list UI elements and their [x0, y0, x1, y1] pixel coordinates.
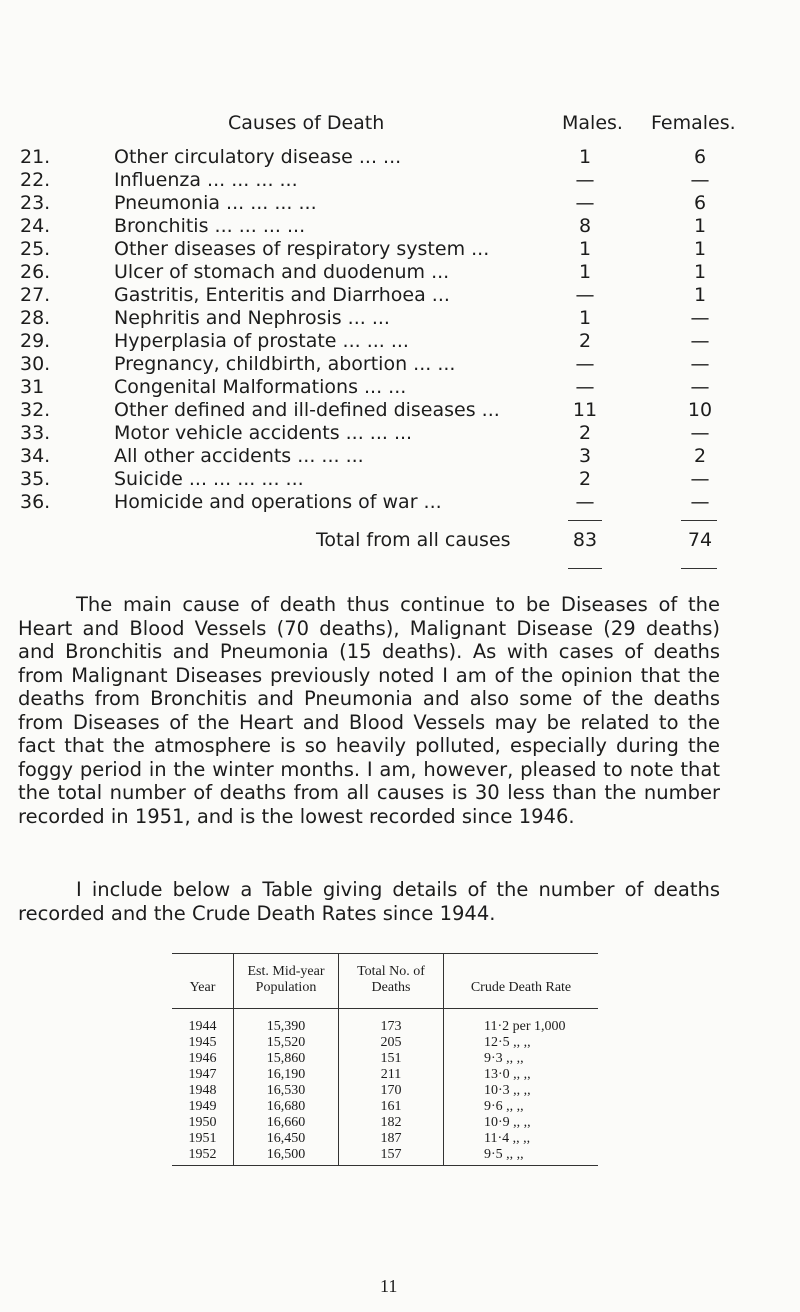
cause-label: Other defined and ill-defined diseases ...	[114, 399, 500, 421]
cause-males: —	[575, 192, 595, 214]
cell-population: 16,660	[234, 1115, 339, 1131]
cell-population: 15,520	[234, 1035, 339, 1051]
cause-row	[20, 284, 720, 307]
cell-year: 1946	[172, 1051, 234, 1067]
page-number: 11	[380, 1276, 398, 1296]
cause-row	[20, 376, 720, 399]
cause-females: —	[690, 422, 710, 444]
table-row	[172, 1051, 598, 1067]
cause-females: —	[690, 353, 710, 375]
body-paragraph-1: The main cause of death thus continue to be Diseases of the Heart and Blood Vessels (70 deaths), Malignant Disease (29 deaths) and Bronchitis and Pneumonia (15 deaths). As with cases of deaths from Malignant Diseases previously noted I am of the opinion that the deaths from Bronchitis and Pneumonia and also some of the deaths from Diseases of the Heart and Blood Vessels may be related to the fact that the atmosphere is so heavily polluted, especially during the foggy period in the winter months. I am, however, pleased to note that the total number of deaths from all causes is 30 less than the number recorded in 1951, and is the lowest recorded since 1946.	[18, 593, 720, 828]
cause-row	[20, 491, 720, 514]
table-row	[172, 1035, 598, 1051]
cause-number: 28.	[20, 307, 51, 329]
cause-label: Other circulatory disease ... ...	[114, 146, 402, 168]
cell-population: 16,500	[234, 1147, 339, 1166]
cell-deaths: 170	[339, 1083, 444, 1099]
cause-males: 2	[578, 468, 592, 490]
cause-row	[20, 307, 720, 330]
cause-number: 35.	[20, 468, 51, 490]
cause-row	[20, 192, 720, 215]
table-header-row	[172, 954, 598, 1009]
cause-males: 11	[572, 399, 598, 421]
cause-label: Hyperplasia of prostate ... ... ...	[114, 330, 409, 352]
cause-number: 31	[20, 376, 45, 398]
table-row	[172, 1099, 598, 1115]
cause-females: 2	[693, 445, 707, 467]
cell-deaths: 182	[339, 1115, 444, 1131]
cause-males: 2	[578, 330, 592, 352]
cell-rate: 11·2 per 1,000	[484, 1019, 566, 1034]
cause-label: Pregnancy, childbirth, abortion ... ...	[114, 353, 456, 375]
causes-list	[20, 146, 720, 514]
total-bottom-rule-males	[568, 568, 602, 569]
table-row	[172, 1131, 598, 1147]
cause-row	[20, 422, 720, 445]
cell-year: 1949	[172, 1099, 234, 1115]
table-row	[172, 1067, 598, 1083]
cause-number: 27.	[20, 284, 51, 306]
cause-number: 34.	[20, 445, 51, 467]
cause-males: 8	[578, 215, 592, 237]
cause-number: 21.	[20, 146, 51, 168]
cell-population: 16,450	[234, 1131, 339, 1147]
cause-label: Other diseases of respiratory system ...	[114, 238, 490, 260]
cell-deaths: 187	[339, 1131, 444, 1147]
cell-rate: 13·0 ,, ,,	[484, 1067, 531, 1082]
total-bottom-rule-females	[681, 568, 717, 569]
table-row	[172, 1009, 598, 1036]
table-row	[172, 1115, 598, 1131]
cause-females: —	[690, 307, 710, 329]
cause-label: All other accidents ... ... ...	[114, 445, 364, 467]
cause-number: 36.	[20, 491, 51, 513]
total-males: 83	[572, 529, 598, 551]
cell-rate: 9·5 ,, ,,	[484, 1147, 524, 1162]
cause-row	[20, 330, 720, 353]
cause-number: 33.	[20, 422, 51, 444]
body-paragraph-2: I include below a Table giving details of the number of deaths recorded and the Crude Death Rates since 1944.	[18, 878, 720, 925]
cell-deaths: 173	[339, 1009, 444, 1036]
cause-row	[20, 353, 720, 376]
total-top-rule-females	[681, 520, 717, 521]
cause-females: —	[690, 491, 710, 513]
cause-label: Nephritis and Nephrosis ... ...	[114, 307, 390, 329]
cell-population: 16,190	[234, 1067, 339, 1083]
cause-females: 1	[693, 238, 707, 260]
cause-females: —	[690, 376, 710, 398]
cell-rate: 9·3 ,, ,,	[484, 1051, 524, 1066]
cause-females: —	[690, 468, 710, 490]
cause-males: —	[575, 284, 595, 306]
causes-header: Causes of Death	[228, 112, 385, 134]
cell-year: 1950	[172, 1115, 234, 1131]
cause-label: Motor vehicle accidents ... ... ...	[114, 422, 413, 444]
cause-label: Suicide ... ... ... ... ...	[114, 468, 304, 490]
cell-rate: 10·9 ,, ,,	[484, 1115, 531, 1130]
death-rates-table	[172, 953, 598, 1166]
cell-year: 1948	[172, 1083, 234, 1099]
cause-females: —	[690, 169, 710, 191]
cause-females: 1	[693, 215, 707, 237]
total-females: 74	[687, 529, 713, 551]
cause-males: 1	[578, 307, 592, 329]
cell-rate: 10·3 ,, ,,	[484, 1083, 531, 1098]
cause-row	[20, 399, 720, 422]
cause-females: 6	[693, 146, 707, 168]
cause-males: 1	[578, 146, 592, 168]
cell-year: 1952	[172, 1147, 234, 1166]
cell-population: 15,390	[234, 1009, 339, 1036]
cause-row	[20, 146, 720, 169]
females-header: Females.	[651, 112, 736, 134]
cause-label: Bronchitis ... ... ... ...	[114, 215, 306, 237]
cause-females: 6	[693, 192, 707, 214]
cell-year: 1944	[172, 1009, 234, 1036]
total-label: Total from all causes	[316, 529, 511, 551]
cell-year: 1947	[172, 1067, 234, 1083]
cell-deaths: 157	[339, 1147, 444, 1166]
cause-row	[20, 445, 720, 468]
cause-number: 24.	[20, 215, 51, 237]
males-header: Males.	[562, 112, 623, 134]
cell-deaths: 211	[339, 1067, 444, 1083]
cause-number: 26.	[20, 261, 51, 283]
cell-rate: 12·5 ,, ,,	[484, 1035, 531, 1050]
cell-year: 1951	[172, 1131, 234, 1147]
cause-males: 2	[578, 422, 592, 444]
cell-deaths: 205	[339, 1035, 444, 1051]
cause-row	[20, 261, 720, 284]
cause-females: 1	[693, 261, 707, 283]
cause-number: 23.	[20, 192, 51, 214]
cause-label: Gastritis, Enteritis and Diarrhoea ...	[114, 284, 450, 306]
cause-males: —	[575, 169, 595, 191]
cause-number: 22.	[20, 169, 51, 191]
cause-females: 10	[687, 399, 713, 421]
cause-row	[20, 169, 720, 192]
cause-males: —	[575, 353, 595, 375]
cause-label: Homicide and operations of war ...	[114, 491, 442, 513]
cell-rate: 11·4 ,, ,,	[484, 1131, 531, 1146]
cause-row	[20, 468, 720, 491]
cause-number: 29.	[20, 330, 51, 352]
cell-deaths: 161	[339, 1099, 444, 1115]
cause-label: Ulcer of stomach and duodenum ...	[114, 261, 450, 283]
cause-females: —	[690, 330, 710, 352]
cell-year: 1945	[172, 1035, 234, 1051]
total-top-rule-males	[568, 520, 602, 521]
cause-number: 30.	[20, 353, 51, 375]
cause-row	[20, 238, 720, 261]
table-row	[172, 1083, 598, 1099]
cause-males: —	[575, 376, 595, 398]
cause-label: Congenital Malformations ... ...	[114, 376, 407, 398]
cause-number: 32.	[20, 399, 51, 421]
col-header-deaths: Total No. of Deaths	[339, 954, 444, 1009]
col-header-year: Year	[172, 954, 234, 1009]
cause-males: 3	[578, 445, 592, 467]
cause-males: 1	[578, 238, 592, 260]
col-header-population: Est. Mid-year Population	[234, 954, 339, 1009]
cell-population: 16,530	[234, 1083, 339, 1099]
col-header-rate: Crude Death Rate	[470, 980, 572, 995]
cell-deaths: 151	[339, 1051, 444, 1067]
cell-population: 15,860	[234, 1051, 339, 1067]
table-row	[172, 1147, 598, 1166]
cause-females: 1	[693, 284, 707, 306]
cause-label: Pneumonia ... ... ... ...	[114, 192, 317, 214]
cause-males: 1	[578, 261, 592, 283]
cell-rate: 9·6 ,, ,,	[484, 1099, 524, 1114]
cause-row	[20, 215, 720, 238]
cause-males: —	[575, 491, 595, 513]
cause-label: Influenza ... ... ... ...	[114, 169, 298, 191]
cause-number: 25.	[20, 238, 51, 260]
cell-population: 16,680	[234, 1099, 339, 1115]
